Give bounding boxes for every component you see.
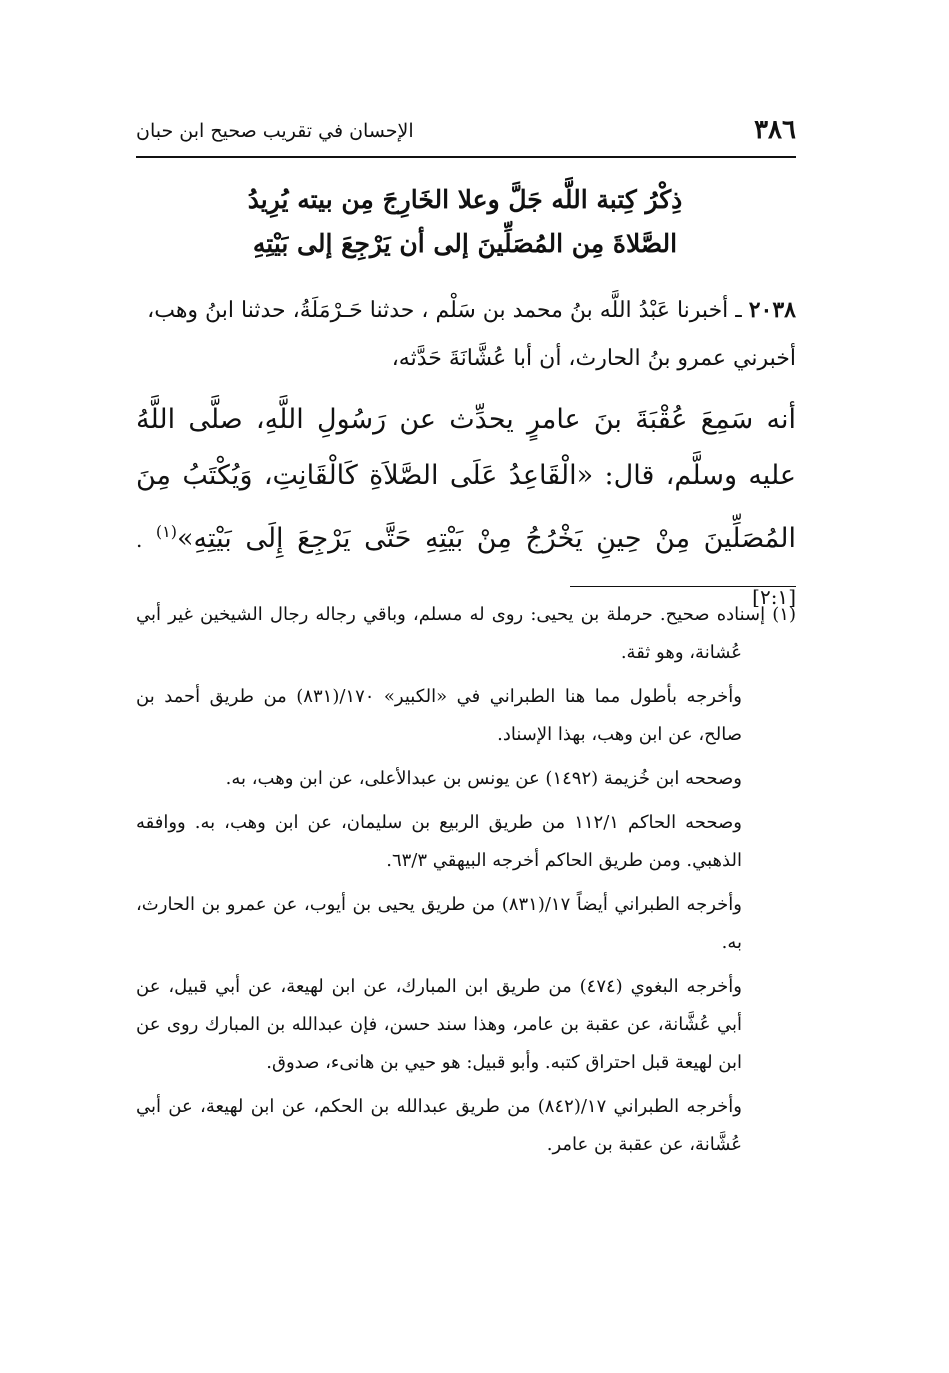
hadith-number: ٢٠٣٨: [748, 297, 796, 323]
footnote-paragraph: وأخرجه الطبراني أيضاً ١٧/(٨٣١) من طريق يحيى بن أيوب، عن عمرو بن الحارث، به.: [136, 894, 742, 953]
page-number: ٣٨٦: [754, 115, 796, 145]
footnote-paragraph: وأخرجه بأطول مما هنا الطبراني في «الكبير» ١٧٠/(٨٣١) من طريق أحمد بن صالح، عن ابن وهب، بهذا الإسناد.: [136, 686, 742, 745]
page-header: [136, 112, 796, 152]
isnad-text: ـ أخبرنا عَبْدُ اللَّه بنُ محمد بن سَلْم ، حدثنا حَـرْمَلَةُ، حدثنا ابنُ وهب، أخبرني عمرو بنُ الحارث، أن أبا عُشَّانَةَ حَدَّثه،: [147, 298, 796, 371]
running-title: الإحسان في تقريب صحيح ابن حبان: [136, 120, 414, 142]
hadith-reference: . [٢:١]: [136, 528, 796, 609]
footnote-paragraph: وصححه الحاكم ١١٢/١ من طريق الربيع بن سليمان، عن ابن وهب، به. ووافقه الذهبي. ومن طريق الحاكم أخرجه البيهقي ٦٣/٣.: [136, 812, 742, 871]
chapter-title-line-2: الصَّلاةَ مِن المُصَلِّينَ إلى أن يَرْجِعَ إلى بَيْتِهِ: [252, 229, 678, 258]
chapter-title: [160, 178, 770, 266]
hadith-matn: [136, 392, 796, 625]
header-rule: [136, 156, 796, 158]
footnote-rule: [570, 586, 796, 587]
matn-text: أنه سَمِعَ عُقْبَةَ بنَ عامرٍ يحدِّث عن رَسُولِ اللَّهِ، صلَّى اللَّهُ عليه وسلَّم، قال: «الْقَاعِدُ عَلَى الصَّلاَةِ كَالْقَانِتِ، وَيُكْتَبُ مِنَ المُصَلِّينَ مِنْ حِينِ يَخْرُجُ مِنْ بَيْتِهِ حَتَّى يَرْجِعَ إِلَى بَيْتِهِ»: [136, 404, 796, 554]
footnote-paragraph: وصححه ابن خُزيمة (١٤٩٢) عن يونس بن عبدالأعلى، عن ابن وهب، به.: [225, 768, 742, 789]
chapter-title-line-1: ذِكْرُ كِتبة اللَّه جَلَّ وعلا الخَارِجَ مِن بيته يُرِيدُ: [247, 185, 683, 214]
footnotes: [136, 596, 796, 1170]
hadith-isnad: [136, 286, 796, 383]
footnote-paragraph: (١) إسناده صحيح. حرملة بن يحيى: روى له مسلم، وباقي رجاله رجال الشيخين غير أبي عُشانة، وهو ثقة.: [136, 604, 796, 663]
footnote-paragraph: وأخرجه الطبراني ١٧/(٨٤٢) من طريق عبدالله بن الحكم، عن ابن لهيعة، عن أبي عُشَّانة، عن عقبة بن عامر.: [136, 1096, 742, 1155]
footnote-paragraph: وأخرجه البغوي (٤٧٤) من طريق ابن المبارك، عن ابن لهيعة، عن أبي قبيل، عن أبي عُشَّانة، عن عقبة بن عامر، وهذا سند حسن، فإن عبدالله بن المبارك روى عن ابن لهيعة قبل احتراق كتبه. وأبو قبيل: هو حيي بن هانىء، صدوق.: [136, 976, 742, 1073]
footnote-marker: (١): [155, 522, 177, 541]
